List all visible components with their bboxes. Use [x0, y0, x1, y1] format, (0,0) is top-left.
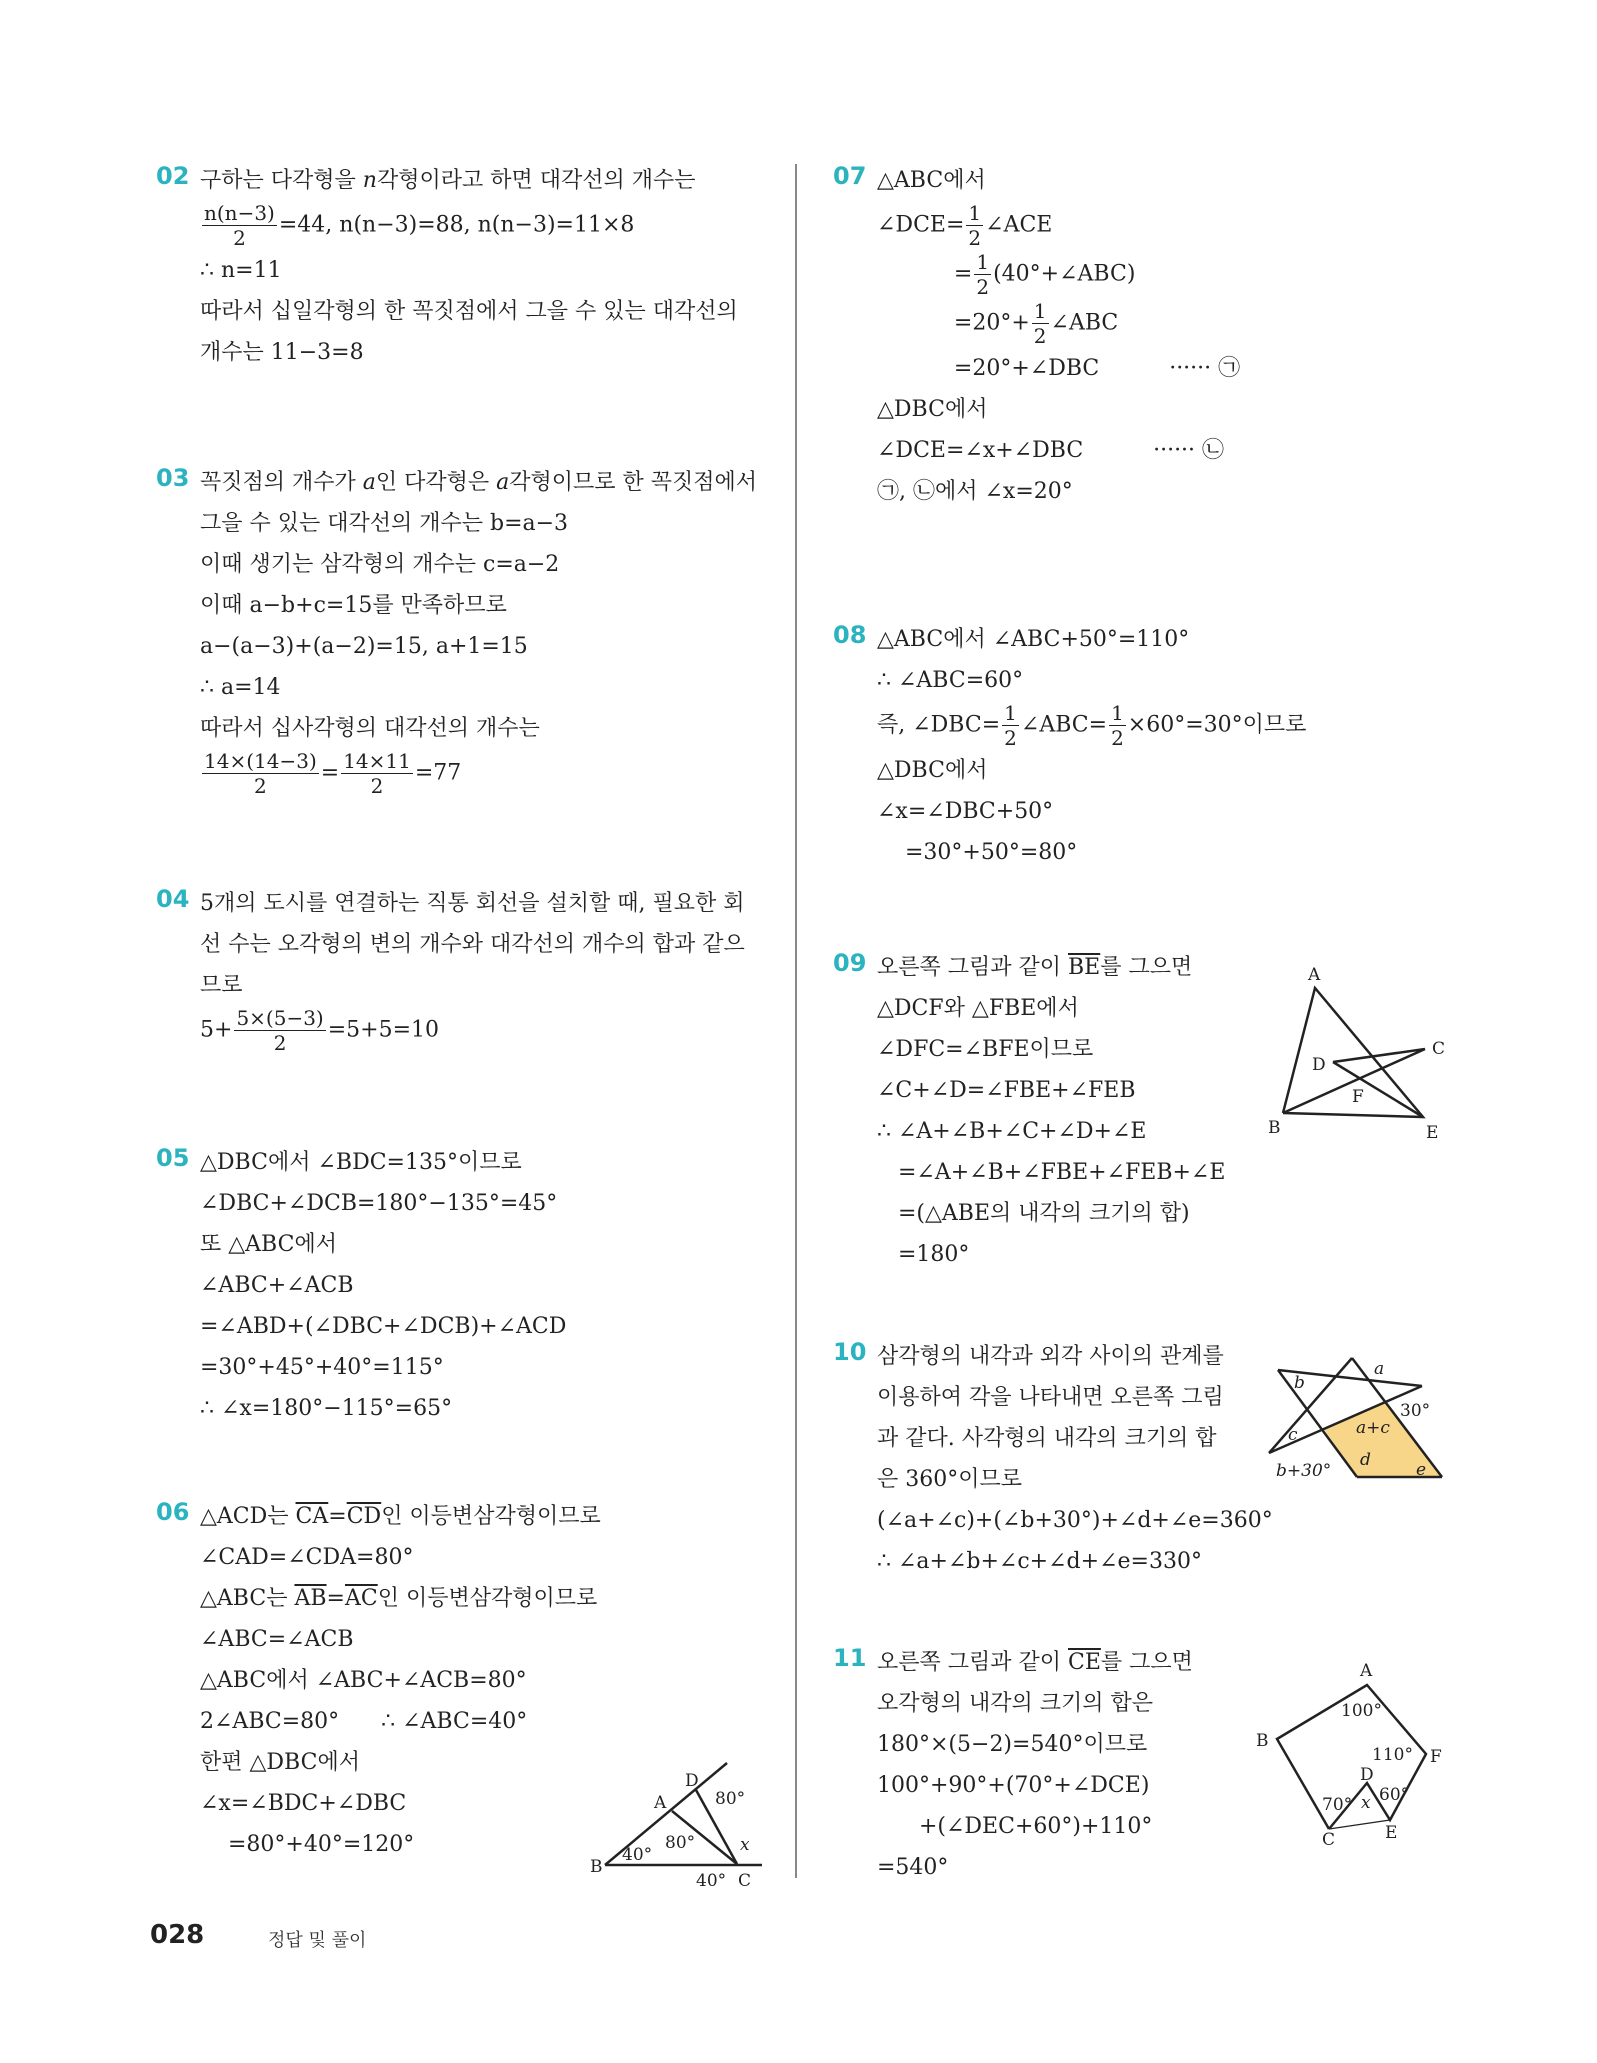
- solution-line: [200, 1183, 800, 1224]
- solution-line: [877, 389, 1477, 430]
- solution-line: [200, 544, 800, 585]
- angle-80-a: 80°: [665, 1833, 696, 1853]
- fraction: [1109, 701, 1126, 750]
- text: 꼭짓점의 개수가: [200, 470, 363, 495]
- text: 이때 생기는 삼각형의 개수는 c=a−2: [200, 552, 560, 577]
- solution-line: [877, 619, 1477, 660]
- solution-line: [200, 1224, 800, 1265]
- numerator: 1: [1033, 299, 1047, 323]
- figure-10-star: [1240, 1330, 1460, 1500]
- fraction: [202, 749, 319, 798]
- label-A: A: [1360, 1661, 1373, 1681]
- text: 삼각형의 내각과 외각 사이의 관계를: [877, 1344, 1224, 1369]
- denominator: 2: [976, 275, 990, 299]
- problem-number: 03: [156, 464, 190, 492]
- text: ∠DCE=: [877, 212, 965, 238]
- solution-line: [200, 1578, 800, 1619]
- segment-overline: $\overline{BE}$: [1068, 955, 1101, 980]
- solution-line: [200, 1660, 800, 1701]
- text: 구하는 다각형을: [200, 168, 363, 193]
- text: =∠ABD+(∠DBC+∠DCB)+∠ACD: [200, 1314, 567, 1339]
- denominator: 2: [1033, 324, 1047, 348]
- label-D: D: [685, 1771, 699, 1791]
- numerator: n(n−3): [204, 201, 275, 225]
- numerator: 1: [1111, 701, 1124, 725]
- text: 므로: [200, 973, 243, 998]
- figure-09-star: [1240, 950, 1460, 1150]
- angle-e: e: [1416, 1460, 1427, 1480]
- solution-line: [877, 1541, 1477, 1582]
- label-B: B: [1268, 1118, 1281, 1138]
- solution-line: [877, 430, 1477, 471]
- text: +(∠DEC+60°)+110°: [877, 1814, 1153, 1839]
- text: 5+: [200, 1017, 233, 1043]
- text: a−(a−3)+(a−2)=15, a+1=15: [200, 634, 528, 659]
- fraction: [974, 250, 991, 299]
- text: =: [328, 1504, 347, 1529]
- variable: n: [362, 168, 377, 193]
- segment-overline: $\overline{CE}$: [1068, 1650, 1101, 1675]
- solution-line: [200, 626, 800, 667]
- text: =30°+45°+40°=115°: [200, 1355, 444, 1380]
- label-A: A: [1308, 965, 1321, 985]
- angle-a: a: [1374, 1359, 1385, 1379]
- text: =: [320, 760, 340, 786]
- figure-06-triangle: [570, 1740, 770, 1890]
- denominator: 2: [254, 774, 267, 798]
- text: =: [326, 1586, 345, 1611]
- numerator: 14×11: [343, 749, 411, 773]
- text: 각형이므로 한 꼭짓점에서: [509, 470, 758, 495]
- solution-line: [877, 160, 1477, 201]
- segment-overline: $\overline{AB}$: [294, 1586, 327, 1611]
- solution-line: [200, 749, 800, 798]
- label-D: D: [1360, 1765, 1374, 1785]
- text: ∴ ∠ABC=60°: [877, 668, 1024, 693]
- text: ×60°=30°이므로: [1127, 712, 1307, 738]
- label-C: C: [1322, 1830, 1336, 1850]
- solution-line: [200, 1388, 800, 1429]
- text: ∠ABC+∠ACB: [200, 1273, 354, 1298]
- angle-c: c: [1288, 1425, 1298, 1445]
- text: △ABC에서 ∠ABC+∠ACB=80°: [200, 1668, 527, 1693]
- text: 오른쪽 그림과 같이: [877, 1650, 1068, 1675]
- fraction: [341, 749, 413, 798]
- column-divider: [795, 164, 797, 1878]
- solution-07: [833, 160, 1477, 512]
- text: △DCF와 △FBE에서: [877, 996, 1079, 1021]
- text: 100°+90°+(70°+∠DCE): [877, 1773, 1150, 1798]
- text: ∠ABC=∠ACB: [200, 1627, 354, 1652]
- denominator: 2: [1111, 726, 1124, 750]
- solution-line: [200, 1496, 800, 1537]
- text: 인 이등변삼각형이므로: [381, 1504, 601, 1529]
- solution-line: [200, 1142, 800, 1183]
- solution-line: [200, 1347, 800, 1388]
- problem-number: 02: [156, 162, 190, 190]
- angle-70: 70°: [1322, 1795, 1353, 1815]
- text: △DBC에서 ∠BDC=135°이므로: [200, 1150, 522, 1175]
- solution-line: [200, 708, 800, 749]
- label-E: E: [1385, 1823, 1398, 1843]
- solution-line: [200, 924, 800, 965]
- solution-line: [877, 832, 1477, 873]
- solution-line: [200, 332, 800, 373]
- text: ∠C+∠D=∠FBE+∠FEB: [877, 1078, 1136, 1103]
- solution-line: [877, 299, 1477, 348]
- angle-60: 60°: [1379, 1785, 1410, 1805]
- solution-line: [877, 1152, 1477, 1193]
- angle-40-c: 40°: [696, 1871, 727, 1890]
- solution-line: [200, 250, 800, 291]
- text: 오각형의 내각의 크기의 합은: [877, 1691, 1154, 1716]
- text: ∠ACE: [985, 212, 1053, 238]
- label-C: C: [1432, 1039, 1446, 1059]
- solution-line: [877, 791, 1477, 832]
- solution-04: [156, 883, 800, 1055]
- angle-b: b: [1294, 1373, 1305, 1393]
- text: (∠a+∠c)+(∠b+30°)+∠d+∠e=360°: [877, 1508, 1273, 1533]
- text: =44, n(n−3)=88, n(n−3)=11×8: [278, 212, 635, 238]
- solution-line: [877, 1500, 1477, 1541]
- solution-line: [200, 1006, 800, 1055]
- problem-number: 04: [156, 885, 190, 913]
- text: =77: [414, 760, 462, 786]
- fraction: [1032, 299, 1049, 348]
- text: =80°+40°=120°: [200, 1832, 415, 1857]
- variable: a: [496, 470, 510, 495]
- text: △ABC에서 ∠ABC+50°=110°: [877, 627, 1190, 652]
- solution-line: [200, 1265, 800, 1306]
- text: 이때 a−b+c=15를 만족하므로: [200, 593, 507, 618]
- text: ∠DFC=∠BFE이므로: [877, 1037, 1094, 1062]
- fraction: [966, 201, 983, 250]
- label-A: A: [654, 1793, 667, 1813]
- text: 이용하여 각을 나타내면 오른쪽 그림: [877, 1385, 1224, 1410]
- text: 따라서 십일각형의 한 꼭짓점에서 그을 수 있는 대각선의: [200, 299, 738, 324]
- text: =540°: [877, 1855, 949, 1880]
- text: ∠x=∠DBC+50°: [877, 799, 1054, 824]
- solution-line: [877, 348, 1477, 389]
- text: 인 이등변삼각형이므로: [377, 1586, 598, 1611]
- solution-line: [200, 667, 800, 708]
- numerator: 5×(5−3): [236, 1006, 324, 1030]
- solution-line: [877, 1847, 1477, 1888]
- label-C: C: [738, 1871, 752, 1890]
- solution-line: [200, 462, 800, 503]
- text: △ACD는: [200, 1504, 296, 1529]
- solution-line: [877, 701, 1477, 750]
- text: 오른쪽 그림과 같이: [877, 955, 1068, 980]
- angle-100: 100°: [1341, 1701, 1382, 1721]
- text: 각형이라고 하면 대각선의 개수는: [376, 168, 696, 193]
- text: 인 다각형은: [375, 470, 497, 495]
- text: 2∠ABC=80° ∴ ∠ABC=40°: [200, 1709, 528, 1734]
- text: =5+5=10: [327, 1017, 440, 1043]
- text: ∴ ∠x=180°−115°=65°: [200, 1396, 453, 1421]
- text: ∴ ∠A+∠B+∠C+∠D+∠E: [877, 1119, 1147, 1144]
- solution-line: [877, 660, 1477, 701]
- solution-line: [877, 250, 1477, 299]
- label-D: D: [1312, 1055, 1326, 1075]
- text: △DBC에서: [877, 397, 988, 422]
- solution-line: [877, 1234, 1477, 1275]
- angle-d: d: [1360, 1450, 1371, 1470]
- text: 한편 △DBC에서: [200, 1750, 360, 1775]
- label-B: B: [590, 1857, 603, 1877]
- text: 선 수는 오각형의 변의 개수와 대각선의 개수의 합과 같으: [200, 932, 745, 957]
- text: 과 같다. 사각형의 내각의 크기의 합: [877, 1426, 1217, 1451]
- text: 따라서 십사각형의 대각선의 개수는: [200, 716, 540, 741]
- denominator: 2: [370, 774, 384, 798]
- text: ∠DBC+∠DCB=180°−135°=45°: [200, 1191, 558, 1216]
- solution-line: [200, 503, 800, 544]
- solution-line: [877, 1193, 1477, 1234]
- numerator: 14×(14−3): [204, 749, 317, 773]
- text: △ABC는: [200, 1586, 295, 1611]
- problem-number: 08: [833, 621, 867, 649]
- text: 5개의 도시를 연결하는 직통 회선을 설치할 때, 필요한 회: [200, 891, 745, 916]
- angle-x: x: [740, 1835, 750, 1855]
- angle-x: x: [1361, 1793, 1371, 1813]
- fraction: [202, 201, 277, 250]
- solution-line: [200, 201, 800, 250]
- text: △DBC에서: [877, 758, 988, 783]
- solution-line: [200, 160, 800, 201]
- solution-02: [156, 160, 800, 373]
- denominator: 2: [968, 226, 982, 250]
- page-number: 028: [150, 1920, 205, 1950]
- denominator: 2: [1004, 726, 1017, 750]
- solution-08: [833, 619, 1477, 873]
- text: =∠A+∠B+∠FBE+∠FEB+∠E: [877, 1160, 1226, 1185]
- text: =(△ABE의 내각의 크기의 합): [877, 1201, 1190, 1226]
- solution-line: [200, 965, 800, 1006]
- angle-40-b: 40°: [622, 1845, 653, 1865]
- solution-line: [200, 1701, 800, 1742]
- solution-03: [156, 462, 800, 798]
- problem-number: 10: [833, 1338, 867, 1366]
- text: ∠ABC=: [1020, 712, 1108, 738]
- problem-number: 09: [833, 949, 867, 977]
- text: ∠x=∠BDC+∠DBC: [200, 1791, 407, 1816]
- angle-110: 110°: [1372, 1745, 1413, 1765]
- numerator: 1: [968, 201, 982, 225]
- solution-line: [877, 750, 1477, 791]
- solution-line: [200, 883, 800, 924]
- text: 즉, ∠DBC=: [877, 712, 1001, 738]
- segment-overline: $\overline{AC}$: [344, 1586, 378, 1611]
- text: =30°+50°=80°: [877, 840, 1078, 865]
- solution-line: [200, 1306, 800, 1347]
- label-F: F: [1430, 1747, 1442, 1767]
- text: △ABC에서: [877, 168, 986, 193]
- solution-line: [200, 291, 800, 332]
- solution-line: [200, 585, 800, 626]
- text: 또 △ABC에서: [200, 1232, 337, 1257]
- variable: a: [362, 470, 376, 495]
- text: =20°+: [877, 310, 1030, 336]
- angle-30: 30°: [1400, 1401, 1431, 1421]
- fraction: [234, 1006, 325, 1055]
- text: =180°: [877, 1242, 970, 1267]
- text: 은 360°이므로: [877, 1467, 1022, 1492]
- label-F: F: [1352, 1087, 1364, 1107]
- footer-title: 정답 및 풀이: [268, 1930, 367, 1951]
- denominator: 2: [273, 1031, 287, 1055]
- segment-overline: $\overline{CA}$: [295, 1504, 329, 1529]
- angle-b-plus-30: b+30°: [1276, 1461, 1332, 1481]
- text: 개수는 11−3=8: [200, 340, 364, 365]
- solution-line: [200, 1619, 800, 1660]
- numerator: 1: [976, 250, 990, 274]
- text: ∠CAD=∠CDA=80°: [200, 1545, 414, 1570]
- text: 를 그으면: [1100, 955, 1193, 980]
- problem-number: 06: [156, 1498, 190, 1526]
- label-E: E: [1426, 1123, 1439, 1143]
- solution-line: [877, 201, 1477, 250]
- denominator: 2: [233, 226, 246, 250]
- solution-line: [877, 471, 1477, 512]
- problem-number: 05: [156, 1144, 190, 1172]
- solution-05: [156, 1142, 800, 1429]
- numerator: 1: [1004, 701, 1017, 725]
- text: ∠ABC: [1050, 310, 1119, 336]
- text: 180°×(5−2)=540°이므로: [877, 1732, 1148, 1757]
- fraction: [1002, 701, 1019, 750]
- segment-overline: $\overline{CD}$: [346, 1504, 382, 1529]
- solution-line: [200, 1537, 800, 1578]
- angle-80-d: 80°: [715, 1789, 746, 1809]
- figure-11-pentagon: [1240, 1640, 1460, 1850]
- text: ∴ ∠a+∠b+∠c+∠d+∠e=330°: [877, 1549, 1202, 1574]
- problem-number: 07: [833, 162, 867, 190]
- problem-number: 11: [833, 1644, 867, 1672]
- text: 를 그으면: [1100, 1650, 1193, 1675]
- text: ∠DCE=∠x+∠DBC ······ ㉡: [877, 438, 1225, 463]
- text: ∴ n=11: [200, 258, 282, 283]
- text: 그을 수 있는 대각선의 개수는 b=a−3: [200, 511, 569, 536]
- text: =: [877, 261, 973, 287]
- angle-a-plus-c: a+c: [1356, 1418, 1390, 1438]
- text: ㉠, ㉡에서 ∠x=20°: [877, 479, 1073, 504]
- label-B: B: [1256, 1731, 1269, 1751]
- text: (40°+∠ABC): [993, 261, 1136, 287]
- text: ∴ a=14: [200, 675, 281, 700]
- text: =20°+∠DBC ······ ㉠: [877, 356, 1241, 381]
